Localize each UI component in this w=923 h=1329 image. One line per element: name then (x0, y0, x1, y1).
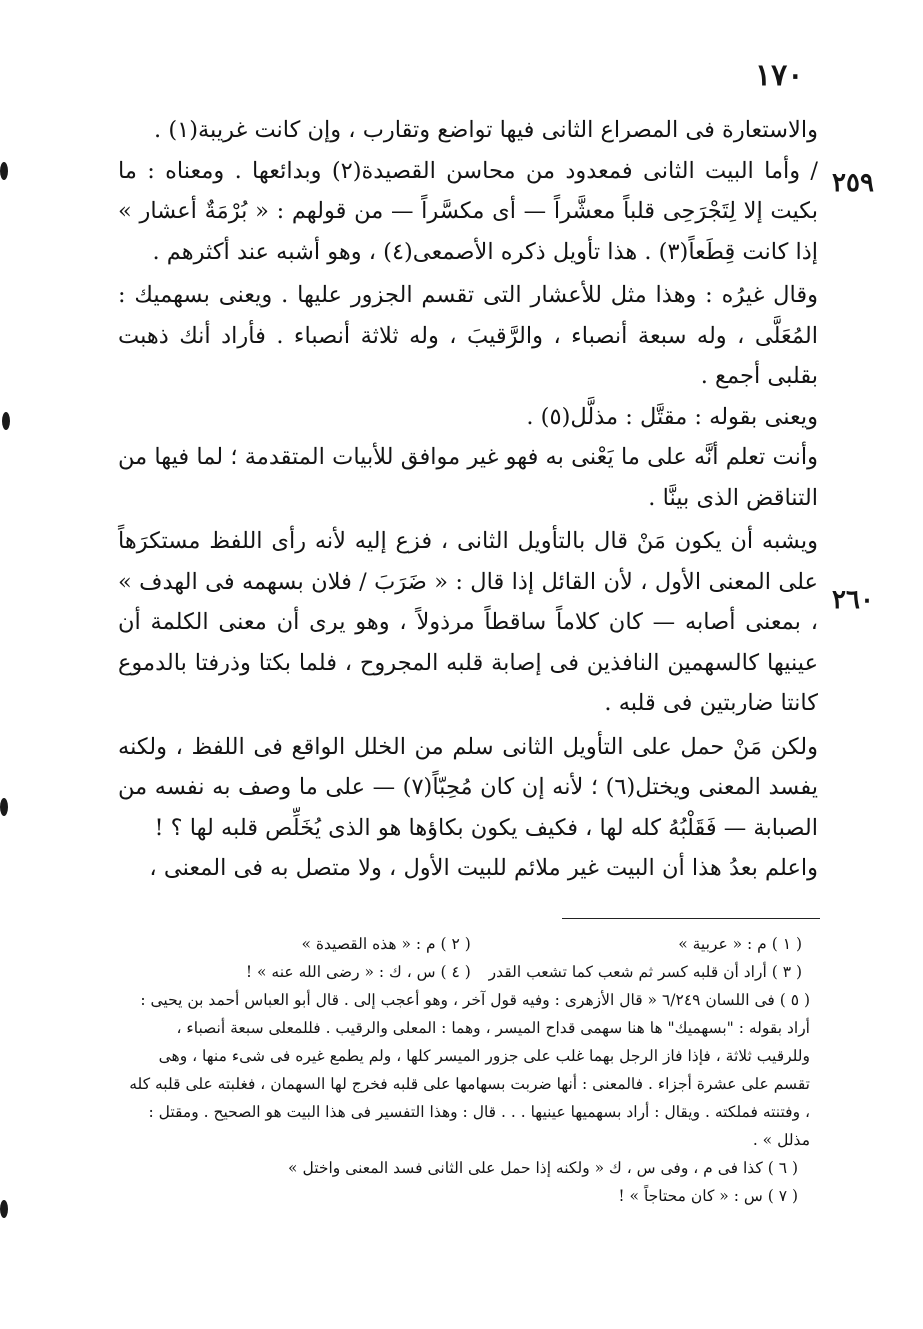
margin-marker-260: ٢٦٠ (832, 585, 874, 615)
footnote-row (120, 958, 810, 986)
scan-mark (0, 1200, 8, 1218)
paragraph: والاستعارة فى المصراع الثانى فيها تواضع وتقارب ، وإن كانت غريبة(١) . (154, 117, 818, 143)
footnote-6: ( ٦ ) كذا فى م ، وفى س ، ك « ولكنه إذا حمل على الثانى فسد المعنى واختل » (288, 1159, 798, 1177)
footnote-2: ( ٢ ) م : « هذه القصيدة » (301, 935, 471, 953)
footnotes (120, 930, 810, 1210)
footnote-row (120, 930, 810, 958)
main-text (118, 110, 818, 889)
scan-mark (0, 162, 8, 180)
paragraph: واعلم بعدُ هذا أن البيت غير ملائم للبيت الأول ، ولا متصل به فى المعنى ، (149, 855, 818, 881)
footnote-5: ( ٥ ) فى اللسان ٦/٢٤٩ « قال الأزهرى : وفيه قول آخر ، وهو أعجب إلى . قال أبو العباس أحمد بن يحيى : أراد بقوله : "بسهميك" ها هنا سهمى قداح الميسر ، وهما : المعلى والرقيب . فللمعلى سبعة أنصباء ، وللرقيب ثلاثة ، فإذا فاز الرجل بهما غلب على جزور الميسر كلها ، ولم يطمع غيره فى شىء منها ، وهى تقسم على عشرة أجزاء . فالمعنى : أنها ضربت بسهامها على قلبه فخرج لها السهمان ، فغلبته على قلبه كله ، وفتنته فملكته . ويقال : أراد بسهميها عينيها . . . قال : وهذا التفسير فى هذا البيت هو الصحيح . ومقتل : مذلل » . (129, 991, 810, 1149)
footnote-divider (562, 918, 820, 919)
footnote-4: ( ٤ ) س ، ك : « رضى الله عنه » ! (245, 963, 471, 981)
page-number: ١٧٠ (755, 58, 804, 93)
scan-mark (2, 412, 10, 430)
paragraph: / وأما البيت الثانى فمعدود من محاسن القصيدة(٢) وبدائعها . ومعناه : ما بكيت إلا لِتَجْرَحِى قلباً معشَّراً — أى مكسَّراً — من قولهم : « بُرْمَةٌ أعشار » إذا كانت قِطَعاً(٣) . هذا تأويل ذكره الأصمعى(٤) ، وهو أشبه عند أكثرهم . (118, 157, 818, 265)
scan-mark (0, 798, 8, 816)
paragraph: ويشبه أن يكون مَنْ قال بالتأويل الثانى ، فزع إليه لأنه رأى اللفظ مستكرَهاً على المعنى الأول ، لأن القائل إذا قال : « ضَرَبَ / فلان بسهمه فى الهدف » ، بمعنى أصابه — كان كلاماً ساقطاً مرذولاً ، وهو يرى أن معنى الكلمة أن عينيها كالسهمين النافذين فى إصابة قلبه المجروح ، فلما بكتا وذرفتا بالدموع كانتا ضاربتين فى قلبه . (118, 528, 818, 716)
footnote-1: ( ١ ) م : « عربية » (678, 935, 802, 953)
footnote-7: ( ٧ ) س : « كان محتاجاً » ! (618, 1187, 798, 1205)
paragraph: وأنت تعلم أنَّه على ما يَعْنى به فهو غير موافق للأبيات المتقدمة ؛ لما فيها من التناقض الذى بينَّا . (118, 444, 818, 511)
paragraph: ولكن مَنْ حمل على التأويل الثانى سلم من الخلل الواقع فى اللفظ ، ولكنه يفسد المعنى ويختل(٦) ؛ لأنه إن كان مُحِبّاً(٧) — على ما وصف به نفسه من الصبابة — فَقَلْبُهُ كله لها ، فكيف يكون بكاؤها هو الذى يُخَلِّص قلبه لها ؟ ! (118, 733, 818, 841)
paragraph: ويعنى بقوله : مقتَّل : مذلَّل(٥) . (526, 403, 818, 430)
margin-marker-259: ٢٥٩ (832, 168, 874, 198)
footnote-3: ( ٣ ) أراد أن قلبه كسر ثم شعب كما تشعب القدر (488, 963, 802, 981)
paragraph: وقال غيرُه : وهذا مثل للأعشار التى تقسم الجزور عليها . ويعنى بسهميك : المُعَلَّى ، وله سبعة أنصباء ، والرَّقيبَ ، وله ثلاثة أنصباء . فأراد أنك ذهبت بقلبى أجمع . (118, 282, 818, 389)
